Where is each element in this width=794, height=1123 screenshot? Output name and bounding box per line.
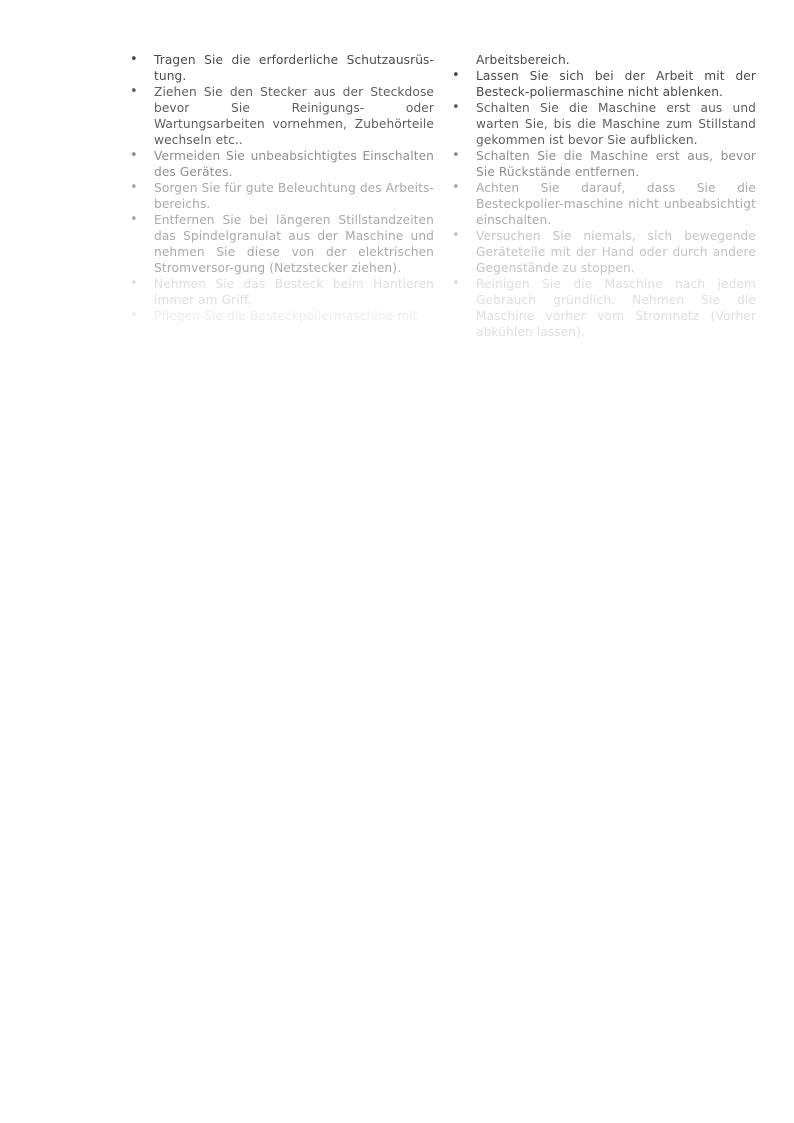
list-item-text: Nehmen Sie das Besteck beim Hantieren immer am Griff. <box>154 277 434 307</box>
left-column-list <box>130 52 434 324</box>
bullet-icon: • <box>452 276 460 291</box>
list-item <box>452 276 756 340</box>
list-item-text: Schalten Sie die Maschine erst aus und warten Sie, bis die Maschine zum Stillstand gekommen ist bevor Sie aufblicken. <box>476 101 756 147</box>
bullet-icon: • <box>452 180 460 195</box>
list-item <box>452 148 756 180</box>
list-item <box>452 180 756 228</box>
list-item-text: Reinigen Sie die Maschine nach jedem Gebrauch gründlich. Nehmen Sie die Maschine vorher vom Stromnetz (Vorher abkühlen lassen). <box>476 277 756 339</box>
continuation-text: Arbeitsbereich. <box>476 53 570 67</box>
list-item-text: Achten Sie darauf, dass Sie die Besteckpolier-maschine nicht unbeabsichtigt einschalten. <box>476 181 756 227</box>
right-column-list <box>452 52 756 340</box>
list-item-text: Pflegen Sie die Besteckpoliermaschine mit <box>154 309 418 323</box>
bullet-icon: • <box>452 100 460 115</box>
list-item <box>130 52 434 84</box>
list-item-text: Lassen Sie sich bei der Arbeit mit der Besteck-poliermaschine nicht ablenken. <box>476 69 756 99</box>
list-item <box>452 68 756 100</box>
list-item-text: Sorgen Sie für gute Beleuchtung des Arbeits-bereichs. <box>154 181 434 211</box>
list-item <box>130 212 434 276</box>
list-item-text: Schalten Sie die Maschine erst aus, bevor Sie Rückstände entfernen. <box>476 149 756 179</box>
list-item-text: Vermeiden Sie unbeabsichtigtes Einschalten des Gerätes. <box>154 149 434 179</box>
bullet-icon: • <box>452 68 460 83</box>
list-item-text: Versuchen Sie niemals, sich bewegende Geräteteile mit der Hand oder durch andere Gegenstände zu stoppen. <box>476 229 756 275</box>
bullet-icon: • <box>130 276 138 291</box>
bullet-icon: • <box>452 148 460 163</box>
list-item <box>452 228 756 276</box>
list-item <box>452 100 756 148</box>
bullet-icon: • <box>130 180 138 195</box>
list-item <box>130 308 434 324</box>
list-item-text: Ziehen Sie den Stecker aus der Steckdose bevor Sie Reinigungs- oder Wartungsarbeiten vornehmen, Zubehörteile wechseln etc.. <box>154 85 434 147</box>
bullet-icon: • <box>130 212 138 227</box>
list-item <box>130 84 434 148</box>
bullet-icon: • <box>130 52 138 67</box>
bullet-icon: • <box>130 148 138 163</box>
list-item <box>130 180 434 212</box>
bullet-icon: • <box>130 308 138 323</box>
bullet-icon: • <box>130 84 138 99</box>
list-item-text: Entfernen Sie bei längeren Stillstandzeiten das Spindelgranulat aus der Maschine und nehmen Sie diese von der elektrischen Stromversor-gung (Netzstecker ziehen). <box>154 213 434 275</box>
bullet-icon: • <box>452 228 460 243</box>
list-item <box>130 148 434 180</box>
list-item <box>130 276 434 308</box>
list-item-text: Tragen Sie die erforderliche Schutzausrüs-tung. <box>154 53 434 83</box>
